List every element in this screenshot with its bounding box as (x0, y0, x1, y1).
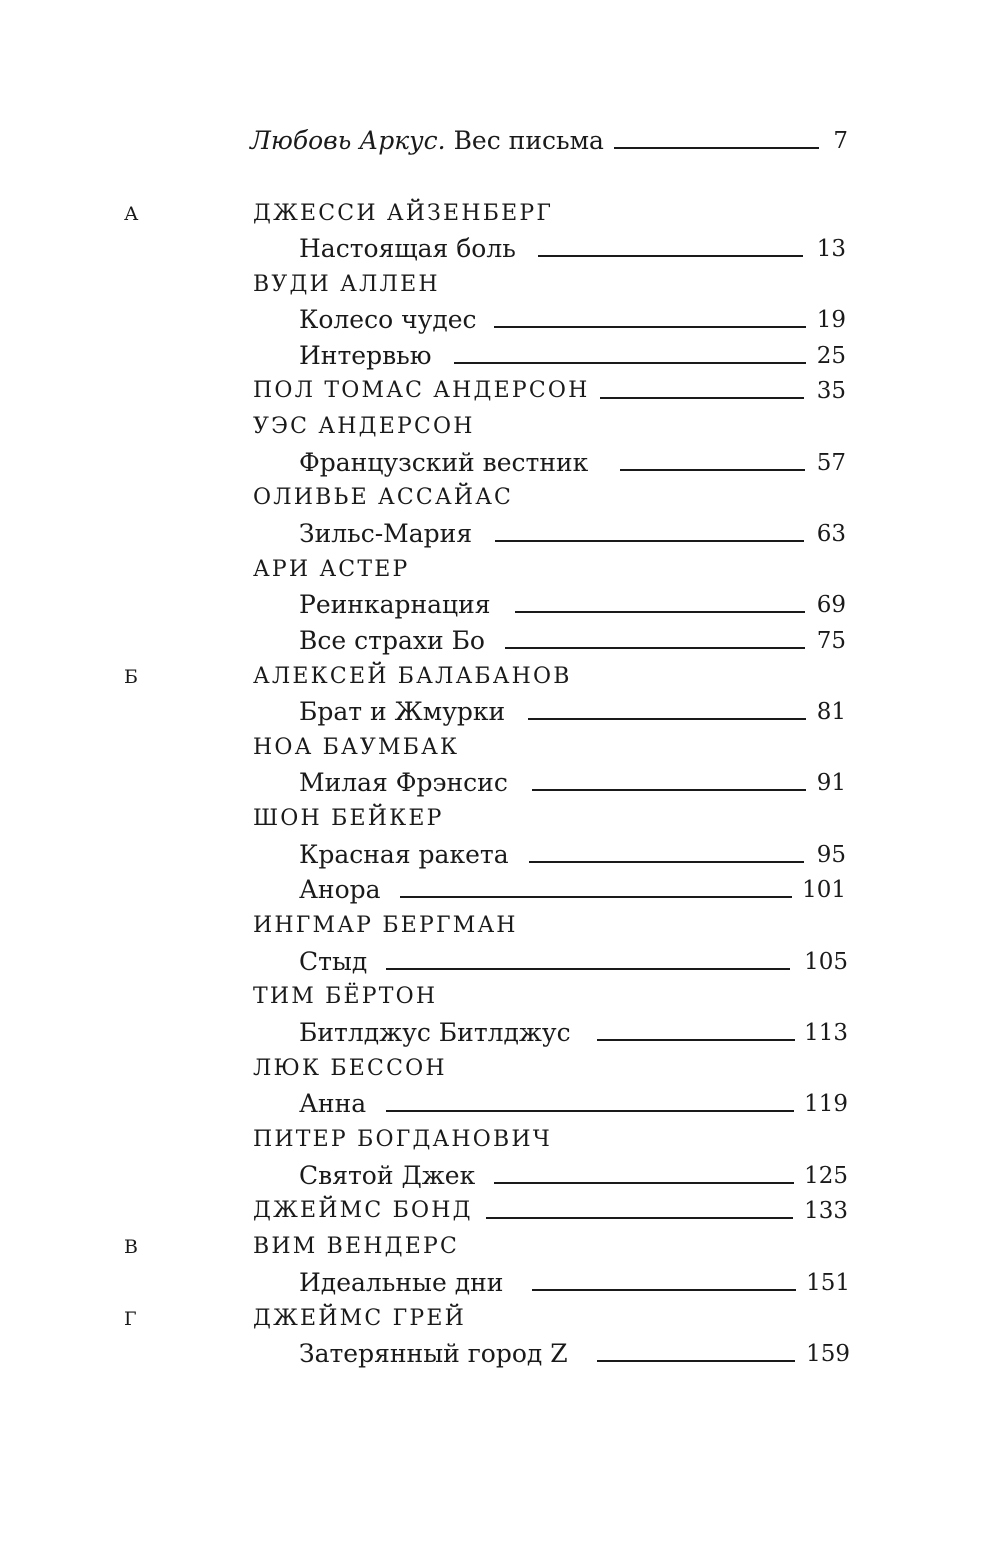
page-number: 91 (816, 770, 846, 796)
film-title: Французский вестник (299, 448, 589, 477)
page-number: 151 (806, 1270, 850, 1296)
toc-author-row[interactable] (0, 730, 1000, 766)
leader-line (494, 1182, 794, 1184)
film-title: Затерянный город Z (299, 1339, 568, 1368)
page-number: 75 (816, 628, 846, 654)
film-title: Интервью (299, 341, 432, 370)
toc-intro-row[interactable] (0, 123, 1000, 159)
toc-author-row[interactable] (0, 196, 1000, 232)
film-title: Колесо чудес (299, 305, 477, 334)
page-number: 105 (804, 949, 848, 975)
author-name: УЭС АНДЕРСОН (253, 414, 475, 439)
leader-line (538, 255, 803, 257)
toc-title-row[interactable] (0, 694, 1000, 730)
toc-author-row[interactable] (0, 480, 1000, 516)
page-number: 35 (816, 378, 846, 404)
film-title: Зильс-Мария (299, 519, 473, 548)
page-number: 113 (804, 1020, 848, 1046)
author-name: ВУДИ АЛЛЕН (253, 272, 440, 297)
toc-title-row[interactable] (0, 1336, 1000, 1372)
toc-author-row[interactable] (0, 908, 1000, 944)
page-number: 133 (804, 1198, 848, 1224)
leader-line (515, 611, 805, 613)
leader-line (528, 718, 806, 720)
section-letter: Б (124, 666, 139, 688)
toc-author-row[interactable] (0, 552, 1000, 588)
author-name: ДЖЕССИ АЙЗЕНБЕРГ (253, 201, 554, 226)
toc-title-row[interactable] (0, 837, 1000, 873)
author-name: ЛЮК БЕССОН (253, 1056, 447, 1081)
intro-author: Любовь Аркус. (250, 126, 446, 155)
author-name: ПИТЕР БОГДАНОВИЧ (253, 1127, 552, 1152)
toc-title-row[interactable] (0, 338, 1000, 374)
toc-title-row[interactable] (0, 231, 1000, 267)
toc-title-row[interactable] (0, 944, 1000, 980)
page-number: 69 (816, 592, 846, 618)
film-title: Настоящая боль (299, 234, 516, 263)
toc-author-row[interactable] (0, 801, 1000, 837)
film-title: Брат и Жмурки (299, 697, 506, 726)
page-number: 81 (816, 699, 846, 725)
toc-author-row[interactable] (0, 659, 1000, 695)
film-title: Анора (299, 875, 381, 904)
toc-author-row[interactable] (0, 409, 1000, 445)
leader-line (400, 896, 792, 898)
film-title: Анна (299, 1089, 367, 1118)
film-title: Все страхи Бо (299, 626, 485, 655)
leader-line (614, 147, 819, 149)
toc-title-row[interactable] (0, 1015, 1000, 1051)
toc-title-row[interactable] (0, 1265, 1000, 1301)
leader-line (486, 1217, 793, 1219)
leader-line (620, 469, 805, 471)
leader-line (532, 1289, 796, 1291)
page-number: 13 (816, 236, 846, 262)
film-title: Битлджус Битлджус (299, 1018, 571, 1047)
toc-title-row[interactable] (0, 1158, 1000, 1194)
leader-line (386, 968, 790, 970)
page-number: 119 (804, 1091, 848, 1117)
toc-title-row[interactable] (0, 623, 1000, 659)
author-name: ШОН БЕЙКЕР (253, 806, 444, 831)
toc-author-row[interactable] (0, 1122, 1000, 1158)
toc-author-row[interactable] (0, 1301, 1000, 1337)
page-number: 63 (816, 521, 846, 547)
author-name: ПОЛ ТОМАС АНДЕРСОН (253, 378, 590, 403)
toc-author-row[interactable] (0, 979, 1000, 1015)
leader-line (494, 326, 806, 328)
film-title: Милая Фрэнсис (299, 768, 508, 797)
page-number: 125 (804, 1163, 848, 1189)
author-name: ДЖЕЙМС БОНД (253, 1198, 473, 1223)
author-name: ВИМ ВЕНДЕРС (253, 1234, 460, 1259)
page-number: 19 (816, 307, 846, 333)
film-title: Красная ракета (299, 840, 509, 869)
page-number: 101 (802, 877, 846, 903)
leader-line (505, 647, 805, 649)
author-name: ДЖЕЙМС ГРЕЙ (253, 1306, 467, 1331)
leader-line (597, 1039, 795, 1041)
leader-line (386, 1110, 794, 1112)
intro-text (250, 123, 604, 159)
page-number: 95 (816, 842, 846, 868)
section-letter: Г (124, 1308, 138, 1330)
section-letter: В (124, 1236, 139, 1258)
author-name: НОА БАУМБАК (253, 735, 460, 760)
film-title: Идеальные дни (299, 1268, 504, 1297)
toc-title-row[interactable] (0, 516, 1000, 552)
author-name: ТИМ БЁРТОН (253, 984, 438, 1009)
film-title: Реинкарнация (299, 590, 491, 619)
leader-line (600, 397, 804, 399)
toc-title-row[interactable] (0, 445, 1000, 481)
film-title: Святой Джек (299, 1161, 476, 1190)
page-number: 25 (816, 343, 846, 369)
leader-line (495, 540, 804, 542)
toc-author-row[interactable] (0, 1229, 1000, 1265)
toc-author-row[interactable] (0, 1051, 1000, 1087)
toc-title-row[interactable] (0, 872, 1000, 908)
leader-line (529, 861, 804, 863)
author-name: ИНГМАР БЕРГМАН (253, 913, 518, 938)
leader-line (597, 1360, 795, 1362)
toc-author-row[interactable] (0, 1193, 1000, 1229)
section-letter: А (124, 203, 140, 225)
film-title: Стыд (299, 947, 368, 976)
author-name: АЛЕКСЕЙ БАЛАБАНОВ (253, 664, 572, 689)
toc-author-row[interactable] (0, 267, 1000, 303)
page-number: 57 (816, 450, 846, 476)
toc-title-row[interactable] (0, 302, 1000, 338)
toc-title-row[interactable] (0, 765, 1000, 801)
toc-title-row[interactable] (0, 587, 1000, 623)
author-name: ОЛИВЬЕ АССАЙАС (253, 485, 514, 510)
toc-author-row[interactable] (0, 373, 1000, 409)
intro-title: Вес письма (453, 126, 604, 155)
leader-line (454, 362, 806, 364)
page-number: 7 (833, 128, 848, 154)
leader-line (532, 789, 806, 791)
toc-title-row[interactable] (0, 1086, 1000, 1122)
author-name: АРИ АСТЕР (253, 557, 410, 582)
page-number: 159 (806, 1341, 850, 1367)
